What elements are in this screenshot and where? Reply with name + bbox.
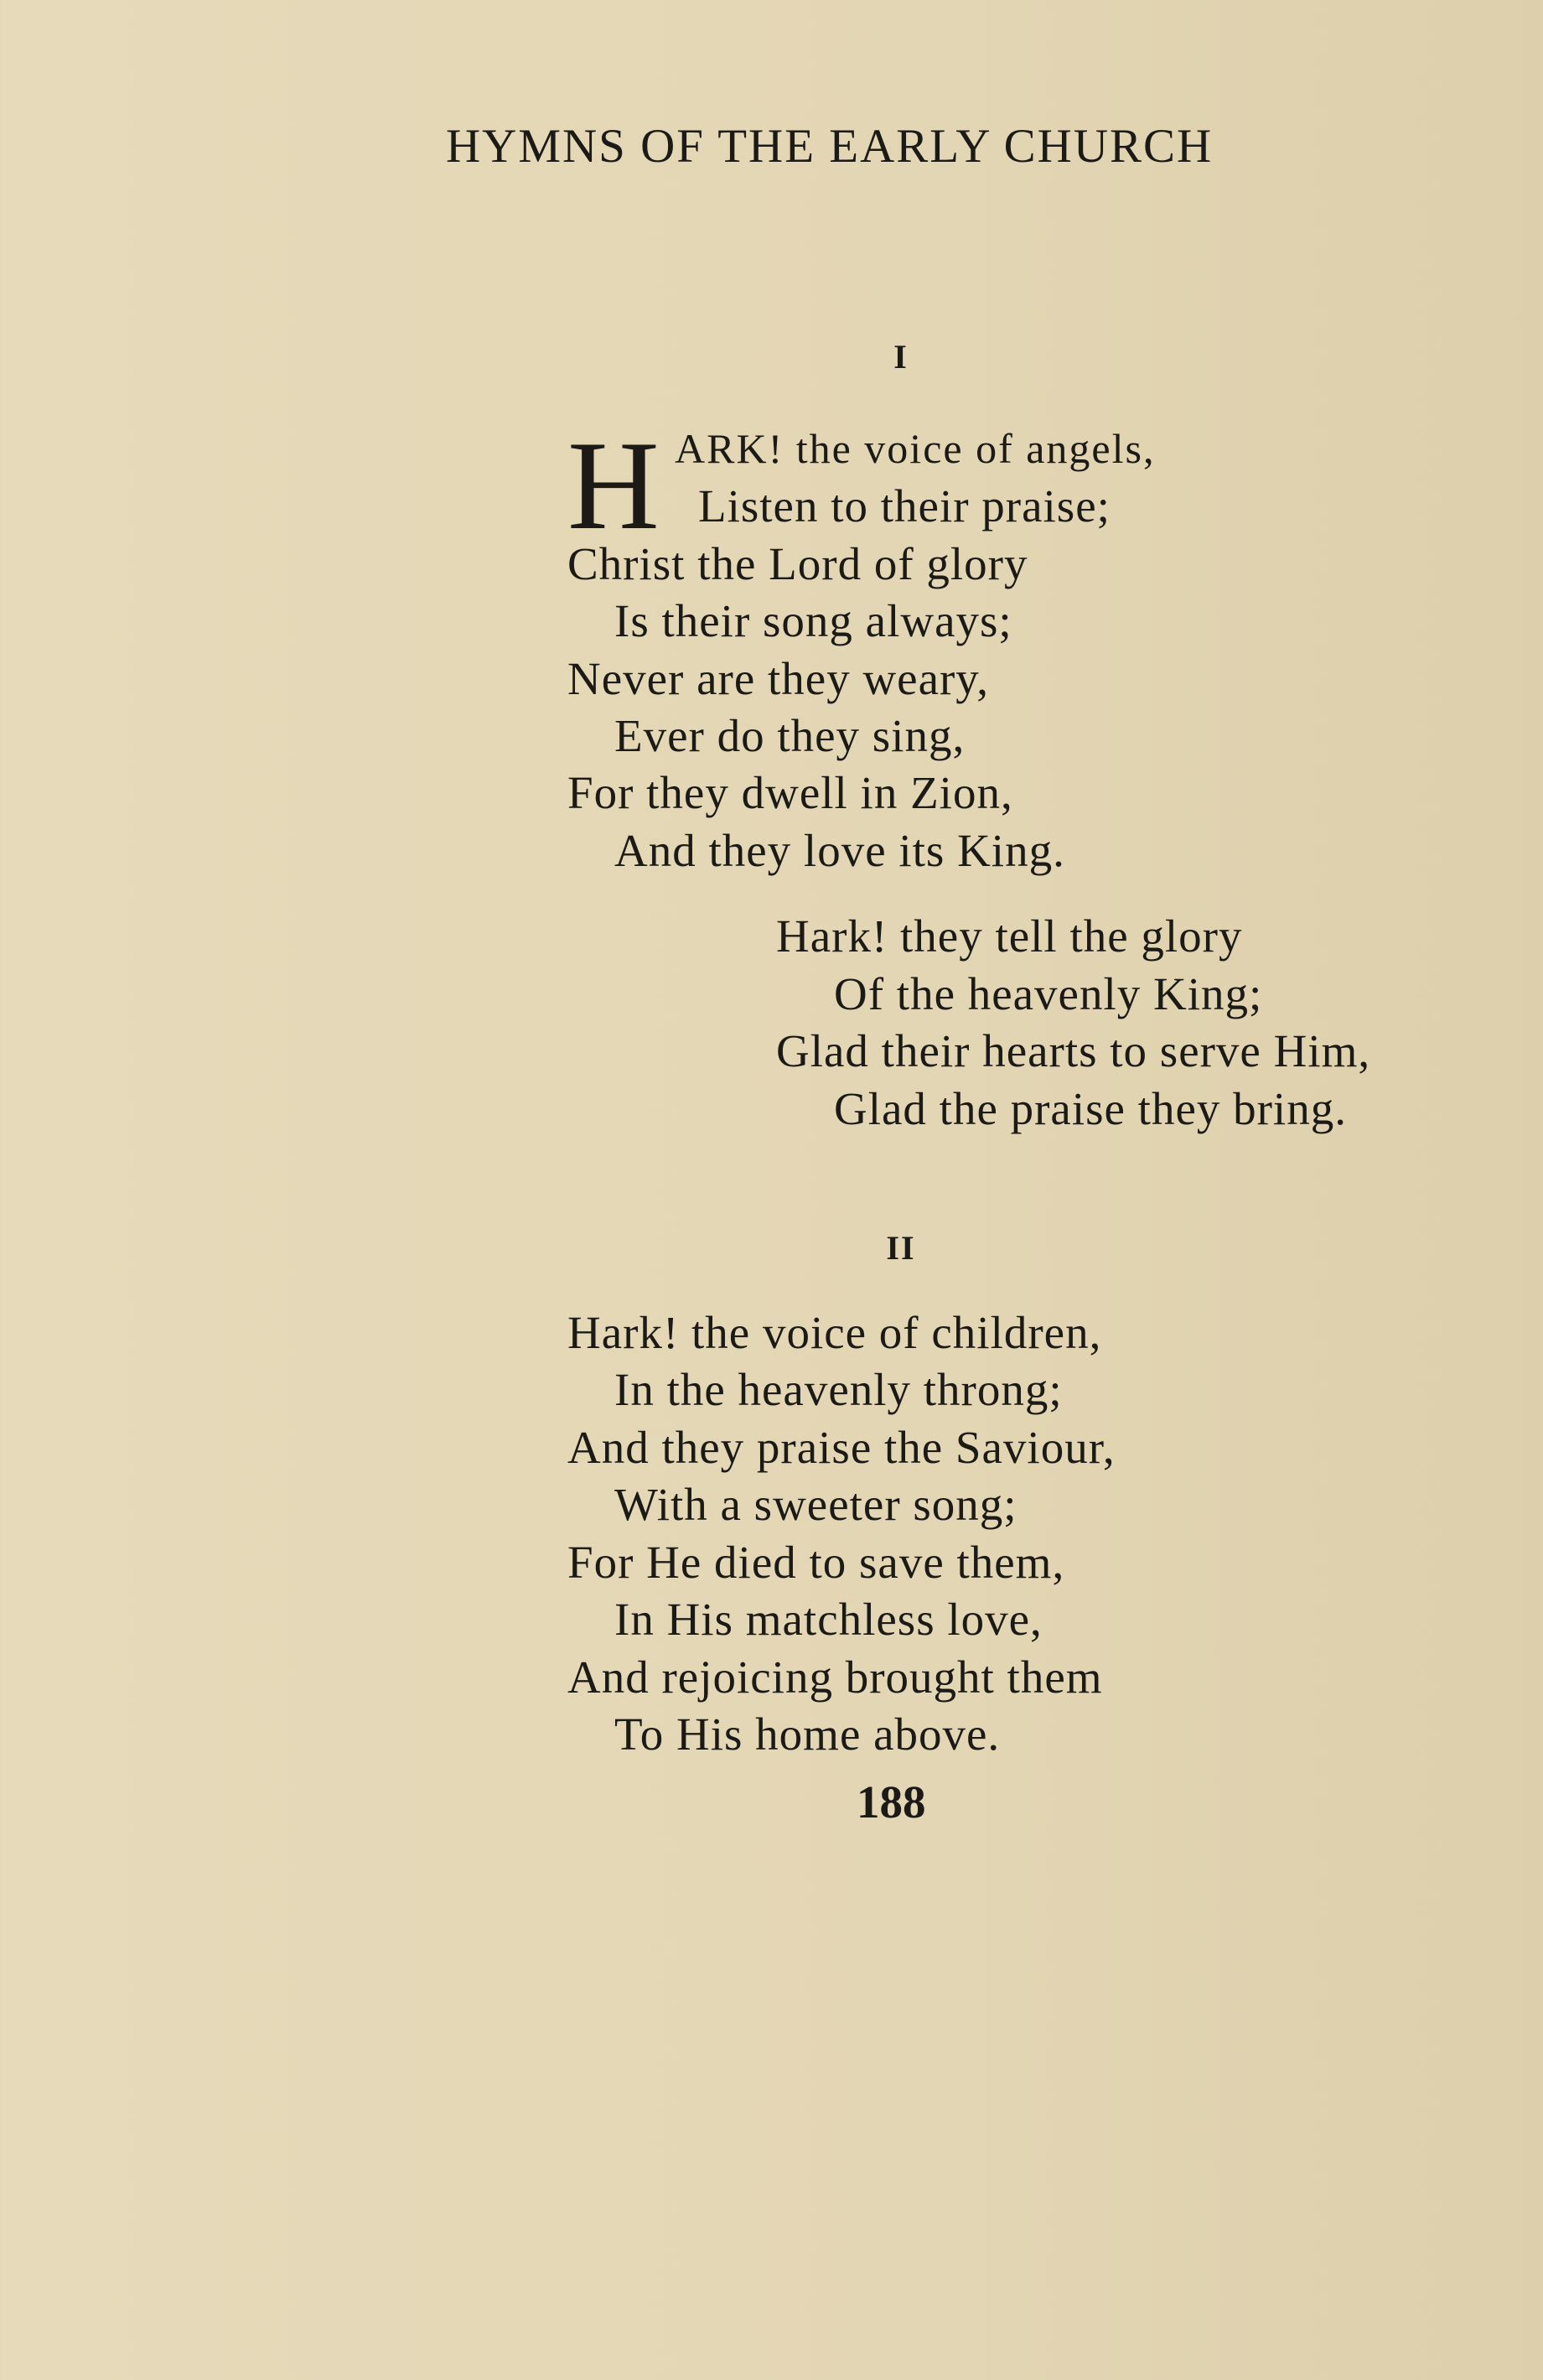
refrain-line: Glad the praise they bring.	[834, 1083, 1347, 1134]
verse-line: Christ the Lord of glory	[567, 538, 1028, 589]
verse-line: Ever do they sing,	[614, 710, 966, 761]
page-number: 188	[857, 1776, 926, 1828]
verse-line: And they praise the Saviour,	[567, 1422, 1116, 1473]
refrain-line: Hark! they tell the glory	[776, 910, 1243, 962]
running-title: HYMNS OF THE EARLY CHURCH	[446, 120, 1214, 173]
verse-line: In the heavenly throng;	[614, 1364, 1063, 1415]
verse-line: Hark! the voice of children,	[567, 1307, 1102, 1358]
verse-line: With a sweeter song;	[614, 1479, 1017, 1530]
section-numeral-1: I	[893, 338, 909, 376]
verse-line: For He died to save them,	[567, 1537, 1065, 1588]
refrain-line: Of the heavenly King;	[834, 968, 1263, 1019]
verse-line: For they dwell in Zion,	[567, 767, 1013, 818]
verse-line: To His home above.	[614, 1709, 1001, 1760]
section-numeral-2: II	[886, 1229, 916, 1267]
refrain-line: Glad their hearts to serve Him,	[776, 1025, 1371, 1076]
verse-line: Never are they weary,	[567, 653, 989, 704]
verse-line: And they love its King.	[614, 825, 1065, 876]
drop-cap: H	[567, 415, 660, 556]
verse-line: ARK! the voice of angels,	[675, 425, 1156, 472]
verse-line: And rejoicing brought them	[567, 1651, 1103, 1703]
verse-line: Is their song always;	[614, 595, 1012, 646]
verse-line: Listen to their praise;	[698, 480, 1111, 531]
verse-line: In His matchless love,	[614, 1594, 1043, 1645]
